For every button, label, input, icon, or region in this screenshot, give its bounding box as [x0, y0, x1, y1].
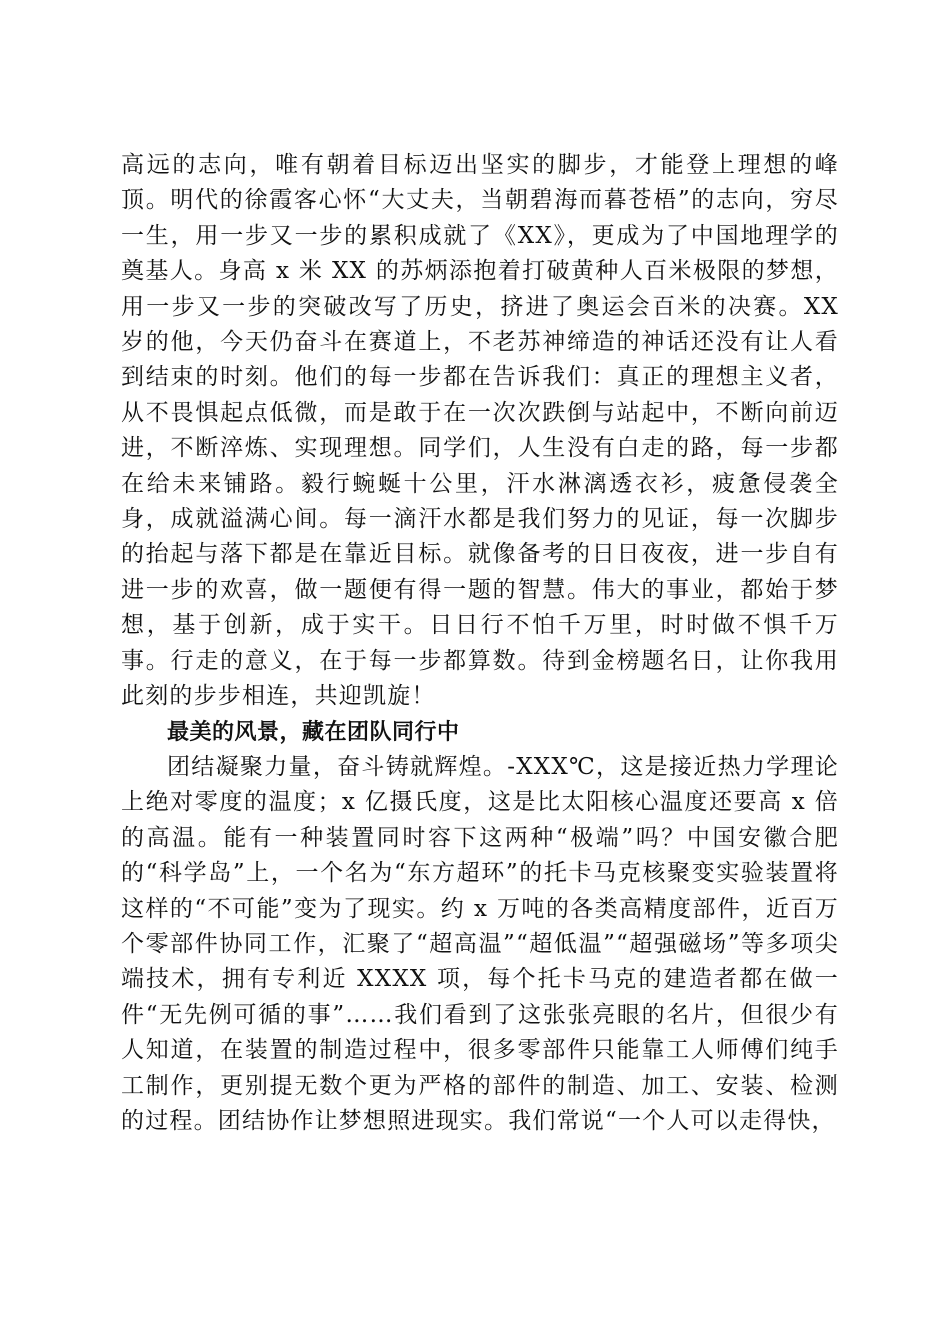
- section-heading: 最美的风景，藏在团队同行中: [167, 719, 460, 745]
- body-paragraph-1: 高远的志向，唯有朝着目标迈出坚实的脚步，才能登上理想的峰顶。明代的徐霞客心怀“大丈夫，当朝碧海而暮苍梧”的志向，穷尽一生，用一步又一步的累积成就了《XX》，更成为了中国地理学的奠基人。身高 x 米 XX 的苏炳添抱着打破黄种人百米极限的梦想，用一步又一步的突破改写了历史，挤进了奥运会百米的决赛。XX 岁的他，今天仍奋斗在赛道上，不老苏神缔造的神话还没有让人看到结束的时刻。他们的每一步都在告诉我们：真正的理想主义者，从不畏惧起点低微，而是敢于在一次次跌倒与站起中，不断向前迈进，不断淬炼、实现理想。同学们，人生没有白走的路，每一步都在给未来铺路。毅行蜿蜒十公里，汗水淋漓透衣衫，疲惫侵袭全身，成就溢满心间。每一滴汗水都是我们努力的见证，每一次脚步的抬起与落下都是在靠近目标。就像备考的日日夜夜，进一步自有进一步的欢喜，做一题便有得一题的智慧。伟大的事业，都始于梦想，基于创新，成于实干。日日行不怕千万里，时时做不惧千万事。行走的意义，在于每一步都算数。待到金榜题名日，让你我用此刻的步步相连，共迎凯旋！: [121, 152, 839, 710]
- body-paragraph-2: 团结凝聚力量，奋斗铸就辉煌。-XXX℃，这是接近热力学理论上绝对零度的温度；x 亿摄氏度，这是比太阳核心温度还要高 x 倍的高温。能有一种装置同时容下这两种“极端”吗？中国安徽合肥的“科学岛”上，一个名为“东方超环”的托卡马克核聚变实验装置将这样的“不可能”变为了现实。约 x 万吨的各类高精度部件，近百万个零部件协同工作，汇聚了“超高温”“超低温”“超强磁场”等多项尖端技术，拥有专利近 XXXX 项，每个托卡马克的建造者都在做一件“无先例可循的事”……我们看到了这张张亮眼的名片，但很少有人知道，在装置的制造过程中，很多零部件只能靠工人师傅们纯手工制作，更别提无数个更为严格的部件的制造、加工、安装、检测的过程。团结协作让梦想照进现实。我们常说“一个人可以走得快，: [121, 753, 839, 1134]
- document-body: [121, 148, 839, 1139]
